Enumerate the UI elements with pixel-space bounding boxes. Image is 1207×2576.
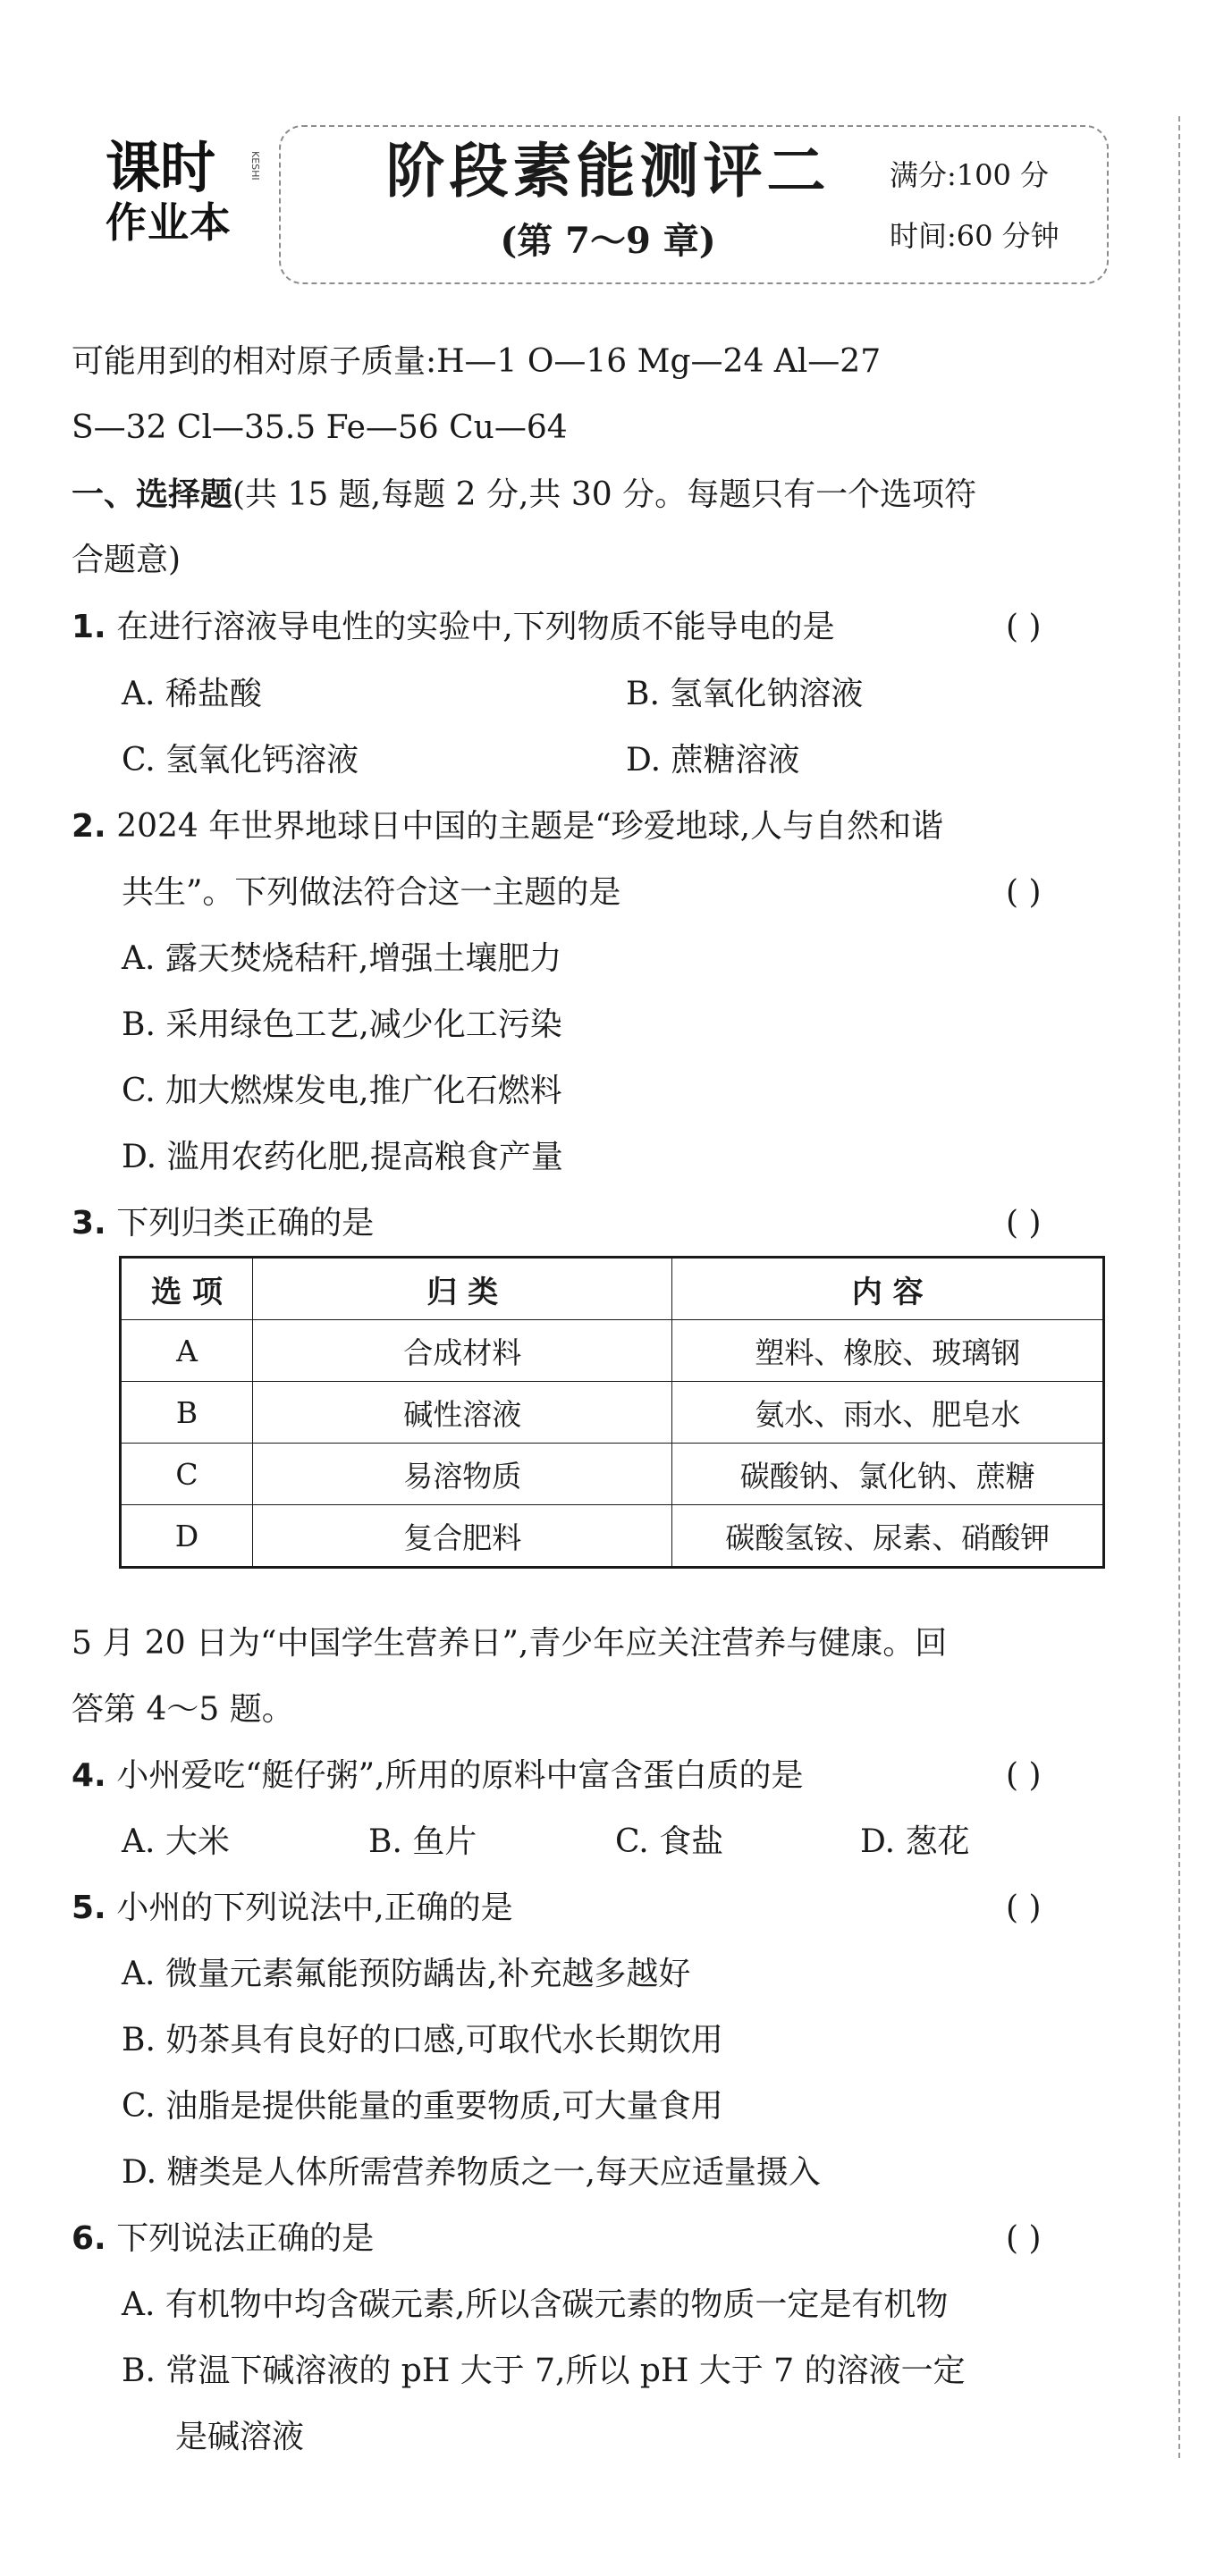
row-category: 复合肥料: [253, 1505, 672, 1568]
q6-option-b: B. 常温下碱溶液的 pH 大于 7,所以 pH 大于 7 的溶液一定: [122, 2353, 966, 2389]
row-option: B: [121, 1382, 253, 1444]
question-text: 2024 年世界地球日中国的主题是“珍爱地球,人与自然和谐: [116, 808, 944, 845]
logo-top-text: 课时: [106, 135, 215, 200]
section-title: 一、选择题: [72, 476, 233, 513]
q4-option-c: C. 食盐: [615, 1823, 724, 1860]
margin-dashed-rule: [1178, 116, 1180, 2458]
row-option: D: [121, 1505, 253, 1568]
passage-line-2: 答第 4～5 题。: [72, 1691, 294, 1728]
q6-option-b-cont: 是碱溶液: [175, 2419, 305, 2455]
answer-blank-3[interactable]: ( ): [1006, 1205, 1042, 1242]
table-row: [121, 1382, 1104, 1444]
question-number: 5.: [72, 1890, 106, 1926]
passage-line-1: 5 月 20 日为“中国学生营养日”,青少年应关注营养与健康。回: [72, 1625, 948, 1662]
q4-option-d: D. 葱花: [860, 1823, 970, 1860]
question-4-stem: [72, 1752, 803, 1800]
atomic-mass-line-2: S—32 Cl—35.5 Fe—56 Cu—64: [72, 409, 568, 446]
question-text: 小州爱吃“艇仔粥”,所用的原料中富含蛋白质的是: [116, 1757, 804, 1794]
question-text: 下列说法正确的是: [116, 2220, 375, 2257]
table-row: [121, 1444, 1104, 1505]
question-6-stem: [72, 2215, 374, 2263]
q4-option-b: B. 鱼片: [368, 1823, 477, 1860]
section-desc: (共 15 题,每题 2 分,共 30 分。每题只有一个选项符: [232, 476, 977, 513]
section-desc-cont: 合题意): [72, 542, 181, 578]
section-heading: [72, 470, 976, 519]
question-number: 3.: [72, 1205, 106, 1242]
logo-small-text: KESHI: [249, 151, 261, 181]
q1-option-b: B. 氢氧化钠溶液: [626, 676, 864, 712]
question-2-stem: [72, 803, 943, 851]
q5-option-b: B. 奶茶具有良好的口感,可取代水长期饮用: [122, 2022, 723, 2058]
answer-blank-6[interactable]: ( ): [1006, 2220, 1042, 2257]
question-number: 6.: [72, 2220, 106, 2257]
question-text: 下列归类正确的是: [116, 1205, 375, 1242]
chapter-range: (第 7～9 章): [500, 220, 716, 262]
page-title: 阶段素能测评二: [385, 137, 831, 206]
answer-blank-4[interactable]: ( ): [1006, 1757, 1042, 1794]
q2-option-c: C. 加大燃煤发电,推广化石燃料: [122, 1073, 562, 1109]
q2-option-b: B. 采用绿色工艺,减少化工污染: [122, 1006, 562, 1043]
q1-option-a: A. 稀盐酸: [122, 676, 262, 712]
logo-bottom-text: 作业本: [106, 198, 232, 247]
row-content: 塑料、橡胶、玻璃钢: [672, 1320, 1104, 1382]
question-5-stem: [72, 1884, 513, 1932]
atomic-mass-line-1: 可能用到的相对原子质量:H—1 O—16 Mg—24 Al—27: [72, 343, 882, 380]
question-number: 4.: [72, 1757, 106, 1794]
table-row: [121, 1505, 1104, 1568]
answer-blank-2[interactable]: ( ): [1006, 874, 1042, 911]
q1-option-c: C. 氢氧化钙溶液: [122, 742, 359, 779]
row-category: 碱性溶液: [253, 1382, 672, 1444]
table-row: [121, 1320, 1104, 1382]
row-content: 碳酸钠、氯化钠、蔗糖: [672, 1444, 1104, 1505]
header-option: 选 项: [121, 1258, 253, 1320]
q5-option-d: D. 糖类是人体所需营养物质之一,每天应适量摄入: [122, 2154, 821, 2191]
row-option: C: [121, 1444, 253, 1505]
question-number: 1.: [72, 609, 106, 645]
header-content: 内 容: [672, 1258, 1104, 1320]
question-1-stem: [72, 603, 835, 652]
q2-option-a: A. 露天焚烧秸秆,增强土壤肥力: [122, 940, 562, 977]
row-category: 合成材料: [253, 1320, 672, 1382]
full-score: 满分:100 分: [890, 158, 1050, 192]
row-category: 易溶物质: [253, 1444, 672, 1505]
q5-option-c: C. 油脂是提供能量的重要物质,可大量食用: [122, 2088, 723, 2125]
header-category: 归 类: [253, 1258, 672, 1320]
classification-table: [119, 1256, 1105, 1569]
question-text: 在进行溶液导电性的实验中,下列物质不能导电的是: [116, 609, 835, 645]
table-header-row: [121, 1258, 1104, 1320]
time-limit: 时间:60 分钟: [890, 219, 1059, 253]
question-text: 小州的下列说法中,正确的是: [116, 1890, 513, 1926]
row-content: 碳酸氢铵、尿素、硝酸钾: [672, 1505, 1104, 1568]
answer-blank-5[interactable]: ( ): [1006, 1890, 1042, 1926]
question-number: 2.: [72, 808, 106, 845]
q6-option-a: A. 有机物中均含碳元素,所以含碳元素的物质一定是有机物: [122, 2286, 949, 2323]
q5-option-a: A. 微量元素氟能预防龋齿,补充越多越好: [122, 1956, 691, 1992]
q4-option-a: A. 大米: [122, 1823, 230, 1860]
q2-option-d: D. 滥用农药化肥,提高粮食产量: [122, 1139, 563, 1175]
question-2-stem-cont: 共生”。下列做法符合这一主题的是: [122, 874, 621, 911]
question-3-stem: [72, 1200, 374, 1248]
row-content: 氨水、雨水、肥皂水: [672, 1382, 1104, 1444]
book-logo: [106, 135, 262, 268]
q1-option-d: D. 蔗糖溶液: [626, 742, 800, 779]
answer-blank-1[interactable]: ( ): [1006, 609, 1042, 645]
row-option: A: [121, 1320, 253, 1382]
